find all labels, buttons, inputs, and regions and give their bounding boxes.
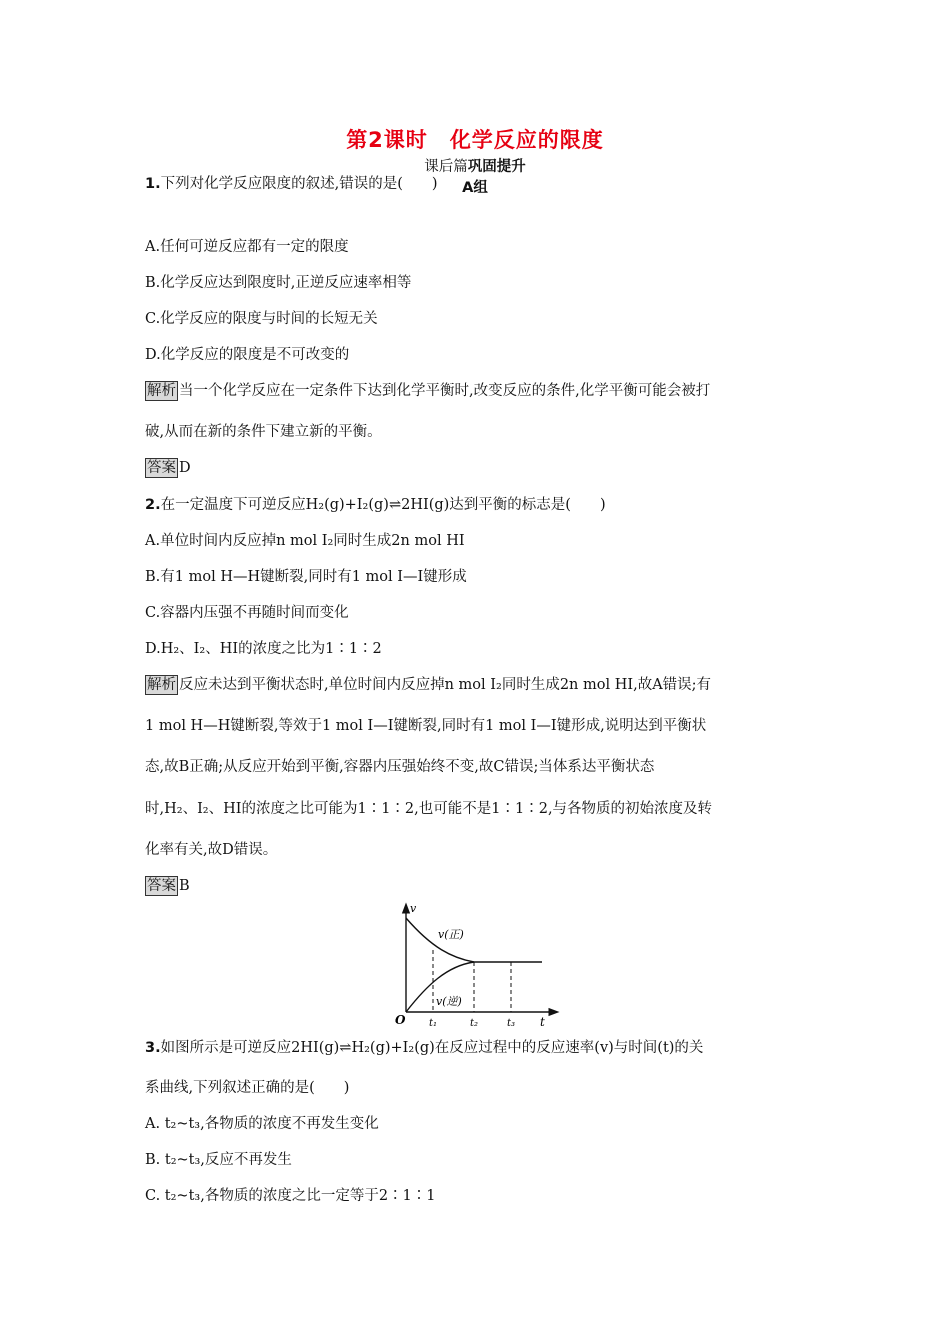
lesson-topic: 化学反应的限度 xyxy=(449,128,604,152)
q3-option-c: C. t₂~t₃,各物质的浓度之比一定等于2∶1∶1 xyxy=(145,1188,436,1204)
q1-answer xyxy=(145,458,191,478)
q1-analysis-line-2: 破,从而在新的条件下建立新的平衡。 xyxy=(145,424,382,440)
y-axis-label: v xyxy=(410,902,417,915)
q1-answer-tag: 答案 xyxy=(147,460,176,476)
q1-stem-text: 下列对化学反应限度的叙述,错误的是( ) xyxy=(160,176,438,192)
origin-label: O xyxy=(395,1013,406,1027)
q2-stem xyxy=(145,495,606,515)
q1-option-b: B.化学反应达到限度时,正逆反应速率相等 xyxy=(145,275,412,291)
q2-analysis-line-5: 化率有关,故D错误。 xyxy=(145,842,278,858)
reverse-rate-label: v(逆) xyxy=(436,995,462,1008)
q2-option-c: C.容器内压强不再随时间而变化 xyxy=(145,605,349,621)
q2-analysis-line-1 xyxy=(145,675,711,695)
q2-analysis-line-2: 1 mol H—H键断裂,等效于1 mol I—I键断裂,同时有1 mol I—I键形成,说明达到平衡状 xyxy=(145,718,707,734)
q1-option-a: A.任何可逆反应都有一定的限度 xyxy=(145,239,349,255)
t1-label: t₁ xyxy=(429,1018,438,1029)
q2-option-a: A.单位时间内反应掉n mol I₂同时生成2n mol HI xyxy=(145,533,465,549)
q3-option-b: B. t₂~t₃,反应不再发生 xyxy=(145,1152,292,1168)
subtitle-bold: 巩固提升 xyxy=(467,159,526,175)
q1-answer-value: D xyxy=(179,460,191,476)
group-label xyxy=(0,176,950,197)
q2-answer-value: B xyxy=(179,878,190,894)
q2-number: 2. xyxy=(145,497,161,513)
q2-answer xyxy=(145,876,190,896)
q1-analysis-line-1 xyxy=(145,381,710,401)
q2-stem-text: 在一定温度下可逆反应H₂(g)+I₂(g)⇌2HI(g)达到平衡的标志是( ) xyxy=(160,497,606,513)
q2-option-d: D.H₂、I₂、HI的浓度之比为1∶1∶2 xyxy=(145,641,382,657)
lesson-title xyxy=(0,124,950,154)
q2-answer-tag: 答案 xyxy=(147,878,176,894)
q1-option-c: C.化学反应的限度与时间的长短无关 xyxy=(145,311,378,327)
rate-time-figure xyxy=(392,900,560,1030)
q1-stem xyxy=(145,174,438,194)
t3-label: t₃ xyxy=(507,1018,516,1029)
q1-analysis-tag: 解析 xyxy=(147,383,176,399)
q3-stem-line-1 xyxy=(145,1038,703,1058)
group-label-text: A组 xyxy=(462,180,488,196)
t2-label: t₂ xyxy=(470,1018,479,1029)
q3-option-a: A. t₂~t₃,各物质的浓度不再发生变化 xyxy=(145,1116,379,1132)
subtitle-normal: 课后篇 xyxy=(424,159,468,175)
section-subtitle xyxy=(0,155,950,176)
q1-analysis-text-1: 当一个化学反应在一定条件下达到化学平衡时,改变反应的条件,化学平衡可能会被打 xyxy=(179,383,711,399)
q1-option-d: D.化学反应的限度是不可改变的 xyxy=(145,347,350,363)
forward-rate-label: v(正) xyxy=(438,928,464,941)
q2-analysis-text-1: 反应未达到平衡状态时,单位时间内反应掉n mol I₂同时生成2n mol HI,故A错误;有 xyxy=(179,677,712,693)
q2-option-b: B.有1 mol H—H键断裂,同时有1 mol I—I键形成 xyxy=(145,569,467,585)
q3-stem-line-2: 系曲线,下列叙述正确的是( ) xyxy=(145,1080,350,1096)
q2-analysis-line-3: 态,故B正确;从反应开始到平衡,容器内压强始终不变,故C错误;当体系达平衡状态 xyxy=(145,759,655,775)
forward-rate-curve xyxy=(406,918,542,962)
q2-analysis-tag: 解析 xyxy=(147,677,176,693)
q3-stem-text-1: 如图所示是可逆反应2HI(g)⇌H₂(g)+I₂(g)在反应过程中的反应速率(v)与时间(t)的关 xyxy=(160,1040,704,1056)
q2-analysis-line-4: 时,H₂、I₂、HI的浓度之比可能为1∶1∶2,也可能不是1∶1∶2,与各物质的初始浓度及转 xyxy=(145,801,713,817)
x-axis-label: t xyxy=(540,1015,545,1029)
q3-number: 3. xyxy=(145,1040,161,1056)
lesson-number: 第2课时 xyxy=(346,128,428,152)
q1-number: 1. xyxy=(145,176,161,192)
